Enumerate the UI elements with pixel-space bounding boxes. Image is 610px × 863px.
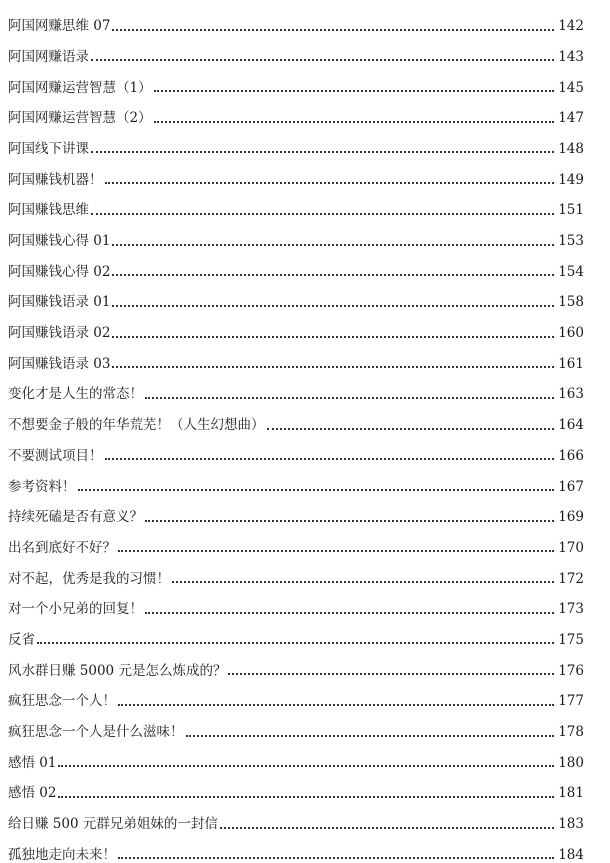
toc-entry-page-number: 167: [558, 478, 584, 495]
toc-entry[interactable]: [8, 525, 584, 556]
toc-entry-title: 反省: [8, 631, 35, 648]
toc-entry-page-number: 176: [558, 662, 584, 679]
toc-entry-title: 阿国线下讲课: [8, 140, 89, 157]
dot-leader: [118, 550, 554, 552]
toc-entry-title: 给日赚 500 元群兄弟姐妹的一封信: [8, 816, 218, 833]
dot-leader: [58, 796, 554, 798]
toc-entry[interactable]: [8, 310, 584, 341]
toc-entry-page-number: 173: [558, 601, 584, 618]
toc-entry-title: 孤独地走向未来！: [8, 846, 116, 863]
toc-entry[interactable]: [8, 187, 584, 218]
dot-leader: [228, 673, 554, 675]
toc-entry-title: 变化才是人生的常态！: [8, 386, 143, 403]
dot-leader: [172, 581, 554, 583]
toc-entry[interactable]: [8, 433, 584, 464]
dot-leader: [91, 213, 554, 215]
toc-entry-page-number: 154: [558, 263, 584, 280]
toc-entry-title: 不要测试项目！: [8, 447, 103, 464]
toc-entry-title: 阿国赚钱语录 02: [8, 325, 111, 342]
dot-leader: [112, 274, 554, 276]
dot-leader: [91, 59, 554, 61]
toc-entry-title: 对不起，优秀是我的习惯！: [8, 570, 170, 587]
toc-entry[interactable]: [8, 617, 584, 648]
toc-entry-title: 参考资料！: [8, 478, 76, 495]
dot-leader: [78, 489, 555, 491]
toc-entry[interactable]: [8, 740, 584, 771]
dot-leader: [186, 735, 555, 737]
toc-entry-title: 阿国赚钱心得 02: [8, 263, 111, 280]
toc-entry[interactable]: [8, 3, 584, 34]
toc-entry[interactable]: [8, 770, 584, 801]
dot-leader: [267, 428, 555, 430]
toc-entry-page-number: 164: [558, 417, 584, 434]
dot-leader: [112, 305, 554, 307]
toc-entry[interactable]: [8, 126, 584, 157]
toc-entry-page-number: 183: [558, 816, 584, 833]
toc-entry[interactable]: [8, 95, 584, 126]
toc-entry[interactable]: [8, 249, 584, 280]
dot-leader: [112, 336, 554, 338]
toc-entry-page-number: 145: [558, 79, 584, 96]
dot-leader: [220, 827, 554, 829]
toc-entry-page-number: 151: [558, 202, 584, 219]
toc-entry[interactable]: [8, 647, 584, 678]
toc-entry-title: 对一个小兄弟的回复！: [8, 601, 143, 618]
dot-leader: [105, 458, 555, 460]
dot-leader: [112, 244, 554, 246]
toc-entry-page-number: 149: [558, 171, 584, 188]
dot-leader: [37, 642, 554, 644]
toc-entry[interactable]: [8, 801, 584, 832]
toc-entry-title: 阿国网赚运营智慧（2）: [8, 110, 152, 127]
table-of-contents: [8, 3, 584, 862]
dot-leader: [154, 121, 555, 123]
toc-entry[interactable]: [8, 279, 584, 310]
toc-entry-page-number: 175: [558, 631, 584, 648]
toc-entry-page-number: 170: [558, 539, 584, 556]
toc-entry[interactable]: [8, 341, 584, 372]
dot-leader: [145, 397, 554, 399]
toc-entry-title: 阿国网赚思维 07: [8, 18, 111, 35]
toc-entry-title: 风水群日赚 5000 元是怎么炼成的？: [8, 662, 227, 679]
toc-entry[interactable]: [8, 555, 584, 586]
dot-leader: [58, 765, 554, 767]
toc-entry-page-number: 161: [558, 355, 584, 372]
toc-entry-title: 阿国网赚运营智慧（1）: [8, 79, 152, 96]
toc-entry-page-number: 166: [558, 447, 584, 464]
toc-entry[interactable]: [8, 156, 584, 187]
toc-entry-title: 阿国网赚语录: [8, 48, 89, 65]
toc-entry[interactable]: [8, 34, 584, 65]
toc-entry[interactable]: [8, 371, 584, 402]
toc-entry-title: 感悟 02: [8, 785, 57, 802]
toc-entry[interactable]: [8, 832, 584, 863]
toc-entry-title: 阿国赚钱思维: [8, 202, 89, 219]
toc-entry[interactable]: [8, 402, 584, 433]
toc-entry-page-number: 184: [558, 846, 584, 863]
toc-entry[interactable]: [8, 709, 584, 740]
toc-entry-page-number: 163: [558, 386, 584, 403]
toc-entry-page-number: 158: [558, 294, 584, 311]
toc-entry[interactable]: [8, 463, 584, 494]
toc-entry-page-number: 148: [558, 140, 584, 157]
toc-entry-page-number: 142: [558, 18, 584, 35]
toc-entry-page-number: 180: [558, 754, 584, 771]
toc-entry-page-number: 147: [558, 110, 584, 127]
toc-entry-title: 出名到底好不好？: [8, 539, 116, 556]
toc-entry-title: 阿国赚钱心得 01: [8, 233, 111, 249]
toc-entry-title: 疯狂思念一个人是什么滋味！: [8, 724, 184, 740]
toc-entry-page-number: 160: [558, 325, 584, 342]
dot-leader: [118, 857, 554, 859]
toc-entry-title: 疯狂思念一个人！: [8, 693, 116, 710]
toc-entry[interactable]: [8, 678, 584, 709]
dot-leader: [145, 520, 554, 522]
toc-entry-page-number: 172: [558, 570, 584, 587]
toc-entry-page-number: 153: [558, 233, 584, 249]
toc-entry-page-number: 178: [558, 724, 584, 740]
toc-entry-page-number: 177: [558, 693, 584, 710]
toc-entry-title: 持续死磕是否有意义？: [8, 509, 143, 526]
dot-leader: [105, 182, 555, 184]
toc-entry-title: 阿国赚钱语录 03: [8, 355, 111, 372]
toc-entry-page-number: 169: [558, 509, 584, 526]
toc-entry-title: 阿国赚钱语录 01: [8, 294, 111, 311]
dot-leader: [154, 90, 555, 92]
dot-leader: [145, 612, 554, 614]
toc-entry-title: 不想要金子般的年华荒芜！（人生幻想曲）: [8, 417, 265, 434]
toc-entry-title: 感悟 01: [8, 754, 57, 771]
dot-leader: [91, 151, 554, 153]
toc-entry-page-number: 143: [558, 48, 584, 65]
toc-entry[interactable]: [8, 218, 584, 249]
dot-leader: [118, 704, 554, 706]
dot-leader: [112, 366, 554, 368]
dot-leader: [112, 29, 554, 31]
toc-entry-title: 阿国赚钱机器！: [8, 171, 103, 188]
toc-entry[interactable]: [8, 586, 584, 617]
toc-entry-page-number: 181: [558, 785, 584, 802]
toc-entry[interactable]: [8, 494, 584, 525]
toc-entry[interactable]: [8, 64, 584, 95]
